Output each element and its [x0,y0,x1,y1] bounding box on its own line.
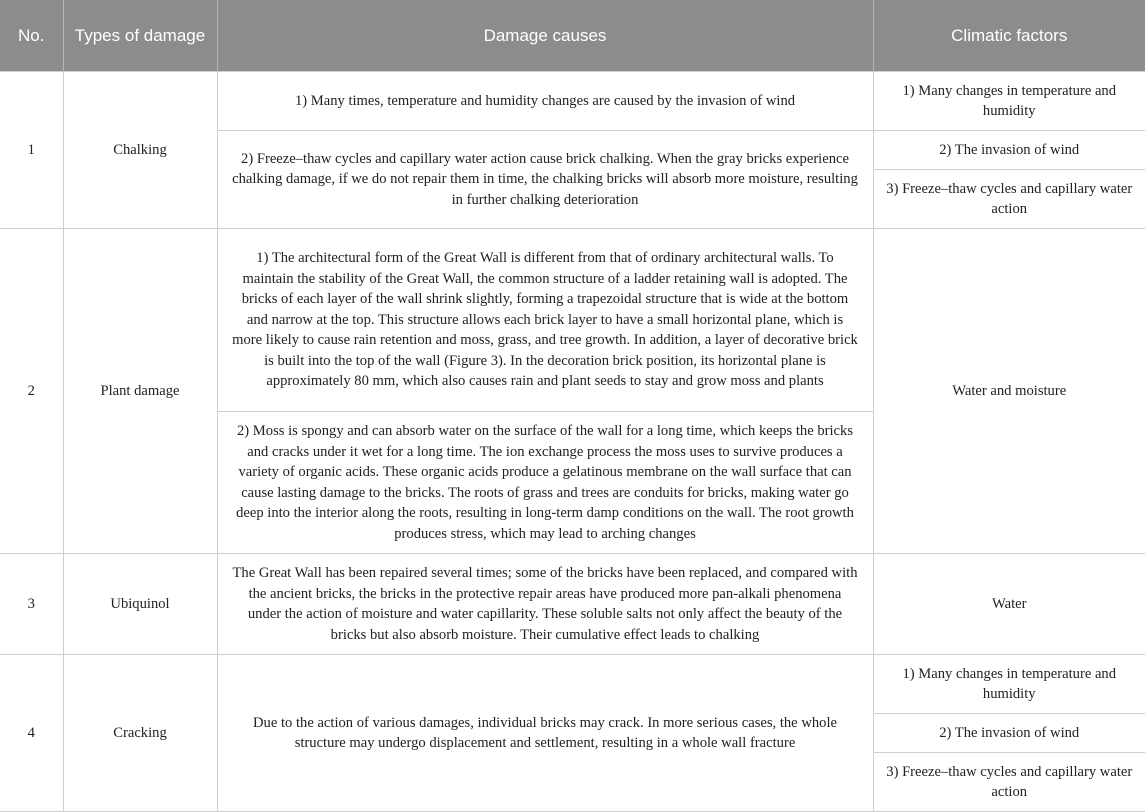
header-climate: Climatic factors [873,0,1145,72]
table-row [0,554,1145,655]
header-type: Types of damage [63,0,217,72]
damage-cause: 1) The architectural form of the Great Wall is different from that of ordinary architectural walls. To maintain the stability of the Great Wall, the common structure of a ladder retaining wall is adopted. The bricks of each layer of the wall shrink slightly, forming a trapezoidal structure that is wide at the bottom and narrow at the top. This structure allows each brick layer to have a small horizontal plane, which is more likely to cause rain retention and moss, grass, and tree growth. In addition, a layer of decorative brick is built into the top of the wall (Figure 3). In the decoration brick position, its horizontal plane is approximately 80 mm, which also causes rain and plant seeds to stay and grow moss and plants [217,229,873,412]
climatic-factor: Water and moisture [873,229,1145,554]
row-number: 4 [0,655,63,812]
climatic-factor: Water [873,554,1145,655]
row-number: 1 [0,72,63,229]
climatic-factor: 1) Many changes in temperature and humidity [873,72,1145,131]
climatic-factor: 3) Freeze–thaw cycles and capillary water action [873,170,1145,229]
damage-cause: The Great Wall has been repaired several times; some of the bricks have been replaced, and compared with the ancient bricks, the bricks in the protective repair areas have produced more pan-alkali phenomena under the action of moisture and water capillarity. These soluble salts not only affect the beauty of the bricks but also absorb moisture. Their cumulative effect leads to chalking [217,554,873,655]
damage-type: Chalking [63,72,217,229]
row-number: 3 [0,554,63,655]
climatic-factor: 3) Freeze–thaw cycles and capillary water action [873,753,1145,812]
climatic-factor: 1) Many changes in temperature and humidity [873,655,1145,714]
table-row [0,72,1145,131]
damage-cause: 2) Freeze–thaw cycles and capillary water action cause brick chalking. When the gray bricks experience chalking damage, if we do not repair them in time, the chalking bricks will absorb more moisture, resulting in further chalking deterioration [217,131,873,229]
damage-cause: 2) Moss is spongy and can absorb water on the surface of the wall for a long time, which keeps the bricks and cracks under it wet for a long time. The ion exchange process the moss uses to survive produces a variety of organic acids. These organic acids produce a gelatinous membrane on the wall surface that can cause lasting damage to the bricks. The roots of grass and trees are conduits for bricks, making water go deep into the interior along the roots, resulting in long-term damp conditions on the wall. The root growth produces stress, which may lead to arching changes [217,412,873,554]
damage-type: Ubiquinol [63,554,217,655]
damage-cause: Due to the action of various damages, individual bricks may crack. In more serious cases, the whole structure may undergo displacement and settlement, resulting in a whole wall fracture [217,655,873,812]
header-row [0,0,1145,72]
table-row [0,229,1145,412]
row-number: 2 [0,229,63,554]
damage-type: Plant damage [63,229,217,554]
climatic-factor: 2) The invasion of wind [873,714,1145,753]
damage-type: Cracking [63,655,217,812]
header-no: No. [0,0,63,72]
header-causes: Damage causes [217,0,873,72]
climatic-factor: 2) The invasion of wind [873,131,1145,170]
table-row [0,655,1145,714]
damage-cause: 1) Many times, temperature and humidity changes are caused by the invasion of wind [217,72,873,131]
